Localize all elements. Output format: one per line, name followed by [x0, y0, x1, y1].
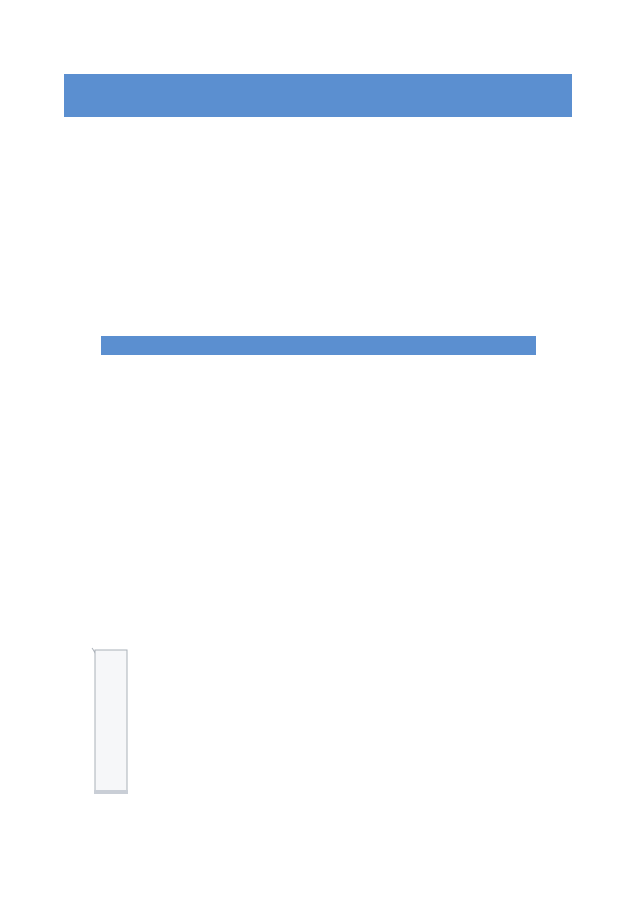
cities-table [64, 74, 572, 117]
col-e [516, 75, 571, 117]
graduated-cylinder-image [88, 646, 132, 801]
col-area [380, 75, 462, 117]
col-c [320, 75, 380, 117]
col-b [276, 75, 320, 117]
col-hundred [322, 336, 429, 355]
col-numbers [101, 336, 216, 355]
col-ten [216, 336, 322, 355]
col-d [461, 75, 516, 117]
col-a [232, 75, 276, 117]
col-thousand [429, 336, 536, 355]
col-city [65, 75, 149, 117]
rounding-table [101, 336, 536, 355]
col-population [149, 75, 233, 117]
